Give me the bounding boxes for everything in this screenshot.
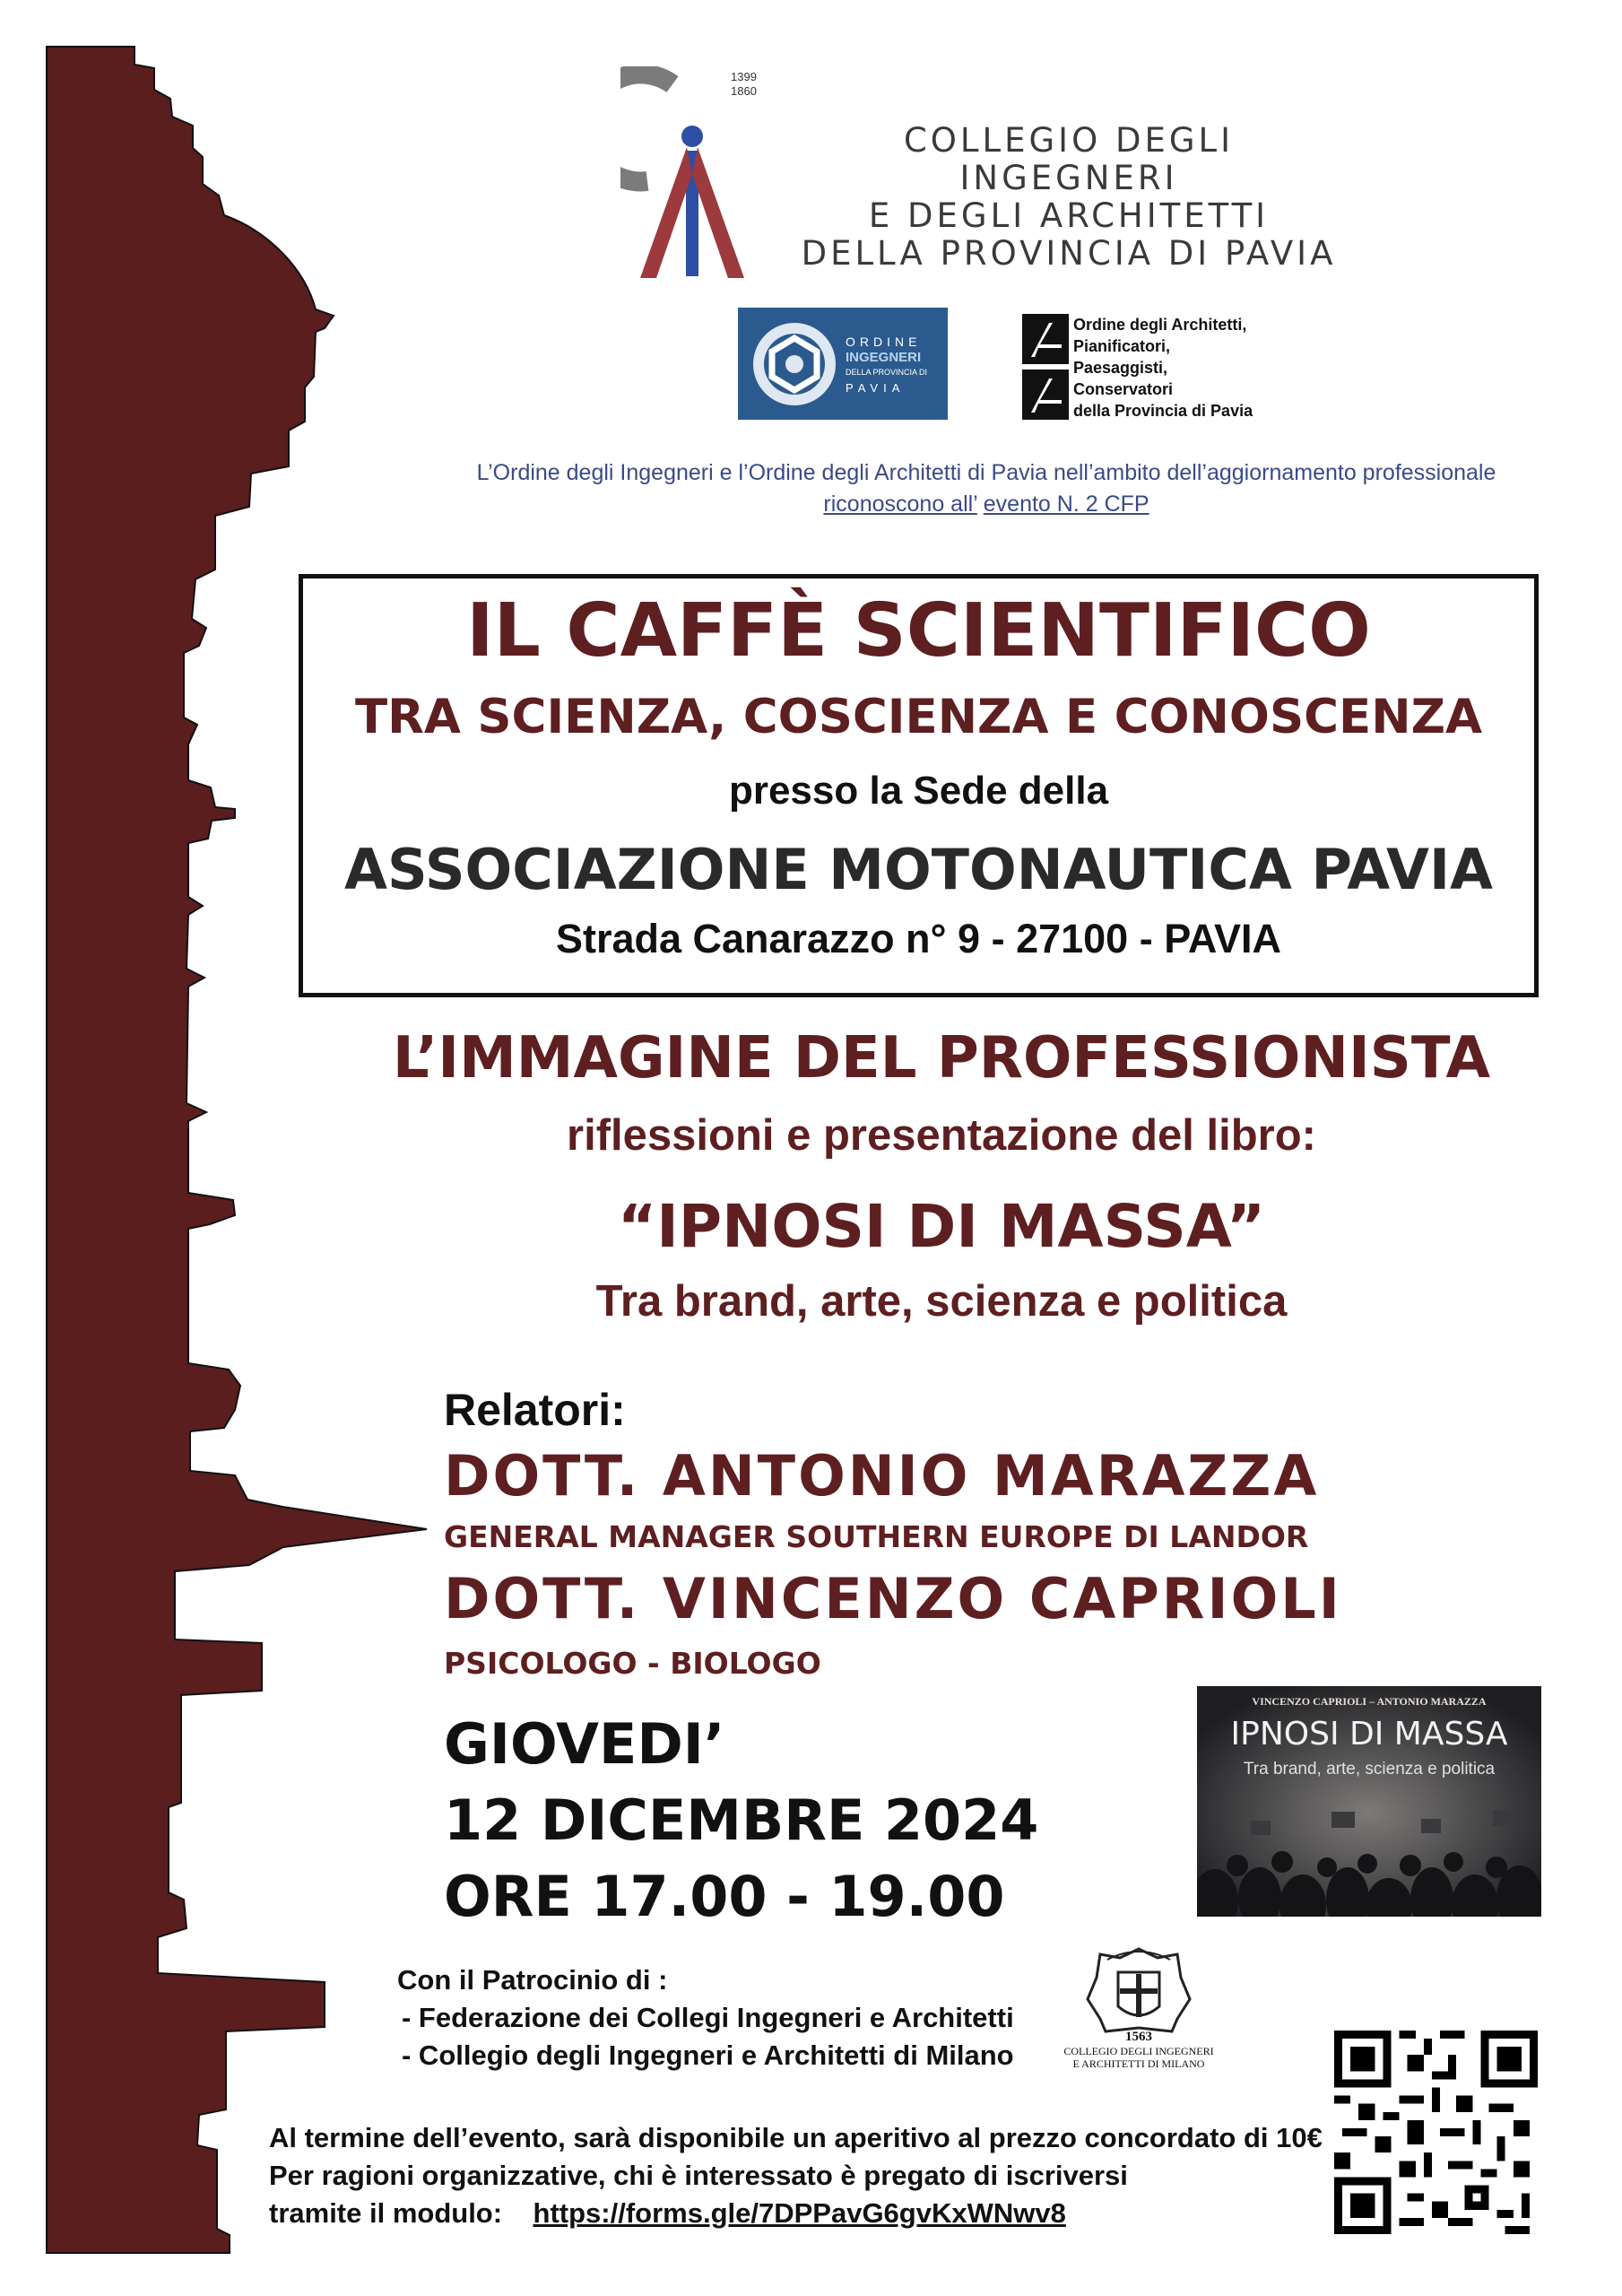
- year-start: 1399: [731, 70, 757, 83]
- org-line: DELLA PROVINCIA DI PAVIA: [801, 234, 1337, 273]
- event-title: IL CAFFÈ SCIENTIFICO: [466, 588, 1371, 674]
- logo-text: PAVIA: [846, 381, 906, 395]
- cfp-notice: [341, 457, 1622, 520]
- ordine-ingegneri-emblem-icon: [750, 320, 838, 408]
- logo-text: ORDINE: [846, 335, 922, 349]
- logo-text: DELLA PROVINCIA DI: [846, 368, 928, 377]
- registration-form-label: tramite il modulo:: [269, 2197, 503, 2229]
- logo-text: della Provincia di Pavia: [1073, 402, 1253, 420]
- book-cover-subtitle: Tra brand, arte, scienza e politica: [1243, 1760, 1496, 1779]
- speaker-role: GENERAL MANAGER SOUTHERN EUROPE DI LANDOR: [444, 1519, 1309, 1554]
- cfp-notice-line: [341, 489, 1622, 520]
- registration-form-link[interactable]: https://forms.gle/7DPPavG6gvKxWNwv8: [533, 2197, 1066, 2229]
- crest-caption-line: COLLEGIO DEGLI INGEGNERI: [1063, 2045, 1214, 2057]
- logo-text: INGEGNERI: [846, 350, 922, 365]
- book-subtitle: Tra brand, arte, scienza e politica: [595, 1277, 1288, 1326]
- milano-crest-icon: [1071, 1942, 1206, 2094]
- venue-intro: presso la Sede della: [728, 769, 1109, 813]
- event-time: ORE 17.00 - 19.00: [444, 1864, 1005, 1929]
- org-line: COLLEGIO DEGLI INGEGNERI: [903, 121, 1235, 197]
- ordine-architetti-name: [1073, 314, 1253, 422]
- speaker-name: DOTT. ANTONIO MARAZZA: [444, 1443, 1320, 1509]
- venue-address: Strada Canarazzo n° 9 - 27100 - PAVIA: [555, 916, 1282, 961]
- book-cover-title: IPNOSI DI MASSA: [1230, 1716, 1508, 1752]
- ordine-architetti-mark-icon: [1022, 314, 1069, 420]
- topic-title: L’IMMAGINE DEL PROFESSIONISTA: [392, 1025, 1491, 1091]
- venue-name: ASSOCIAZIONE MOTONAUTICA PAVIA: [343, 837, 1494, 902]
- book-title: “IPNOSI DI MASSA”: [617, 1192, 1266, 1261]
- registration-form-line: [269, 2195, 1066, 2232]
- collegio-compass-logo: [620, 66, 764, 282]
- cfp-credits: evento N. 2 CFP: [983, 491, 1149, 517]
- speaker-role: PSICOLOGO - BIOLOGO: [444, 1646, 821, 1681]
- ordine-ingegneri-logo: [738, 308, 948, 420]
- logo-text: Ordine degli Architetti,: [1073, 316, 1247, 334]
- topic-subtitle: riflessioni e presentazione del libro:: [567, 1111, 1316, 1160]
- event-date: 12 DICEMBRE 2024: [444, 1787, 1039, 1853]
- aperitivo-notice: Al termine dell’evento, sarà disponibile un aperitivo al prezzo concordato di 10€: [269, 2122, 1323, 2153]
- speakers-label: Relatori:: [444, 1385, 626, 1435]
- qr-code-icon[interactable]: [1334, 2031, 1538, 2234]
- patronage-label: Con il Patrocinio di :: [397, 1964, 668, 1996]
- logo-text: Conservatori: [1073, 380, 1174, 398]
- patronage-item: - Collegio degli Ingegneri e Architetti di Milano: [402, 2039, 1014, 2071]
- org-line: E DEGLI ARCHITETTI: [868, 196, 1270, 235]
- event-day: GIOVEDI’: [444, 1711, 725, 1777]
- crest-year: 1563: [1125, 2030, 1152, 2044]
- logo-text: Pianificatori,: [1073, 337, 1171, 355]
- speaker-name: DOTT. VINCENZO CAPRIOLI: [444, 1566, 1342, 1631]
- book-cover-authors: VINCENZO CAPRIOLI – ANTONIO MARAZZA: [1252, 1695, 1487, 1708]
- founding-years: [731, 70, 757, 99]
- crest-caption: [1040, 2045, 1237, 2070]
- cfp-notice-line: L’Ordine degli Ingegneri e l’Ordine degli Architetti di Pavia nell’ambito dell’aggiornamento professionale: [476, 460, 1496, 485]
- cfp-underlined-text: riconoscono all’: [823, 491, 977, 517]
- crest-caption-line: E ARCHITETTI DI MILANO: [1072, 2057, 1205, 2070]
- year-end: 1860: [731, 84, 757, 98]
- book-cover-image: [1197, 1686, 1541, 1917]
- collegio-name: [791, 122, 1347, 273]
- event-subtitle: TRA SCIENZA, COSCIENZA E CONOSCENZA: [354, 690, 1483, 744]
- logo-text: Paesaggisti,: [1073, 359, 1168, 377]
- registration-notice: Per ragioni organizzative, chi è interessato è pregato di iscriversi: [269, 2160, 1128, 2191]
- patronage-item: - Federazione dei Collegi Ingegneri e Architetti: [402, 2002, 1014, 2033]
